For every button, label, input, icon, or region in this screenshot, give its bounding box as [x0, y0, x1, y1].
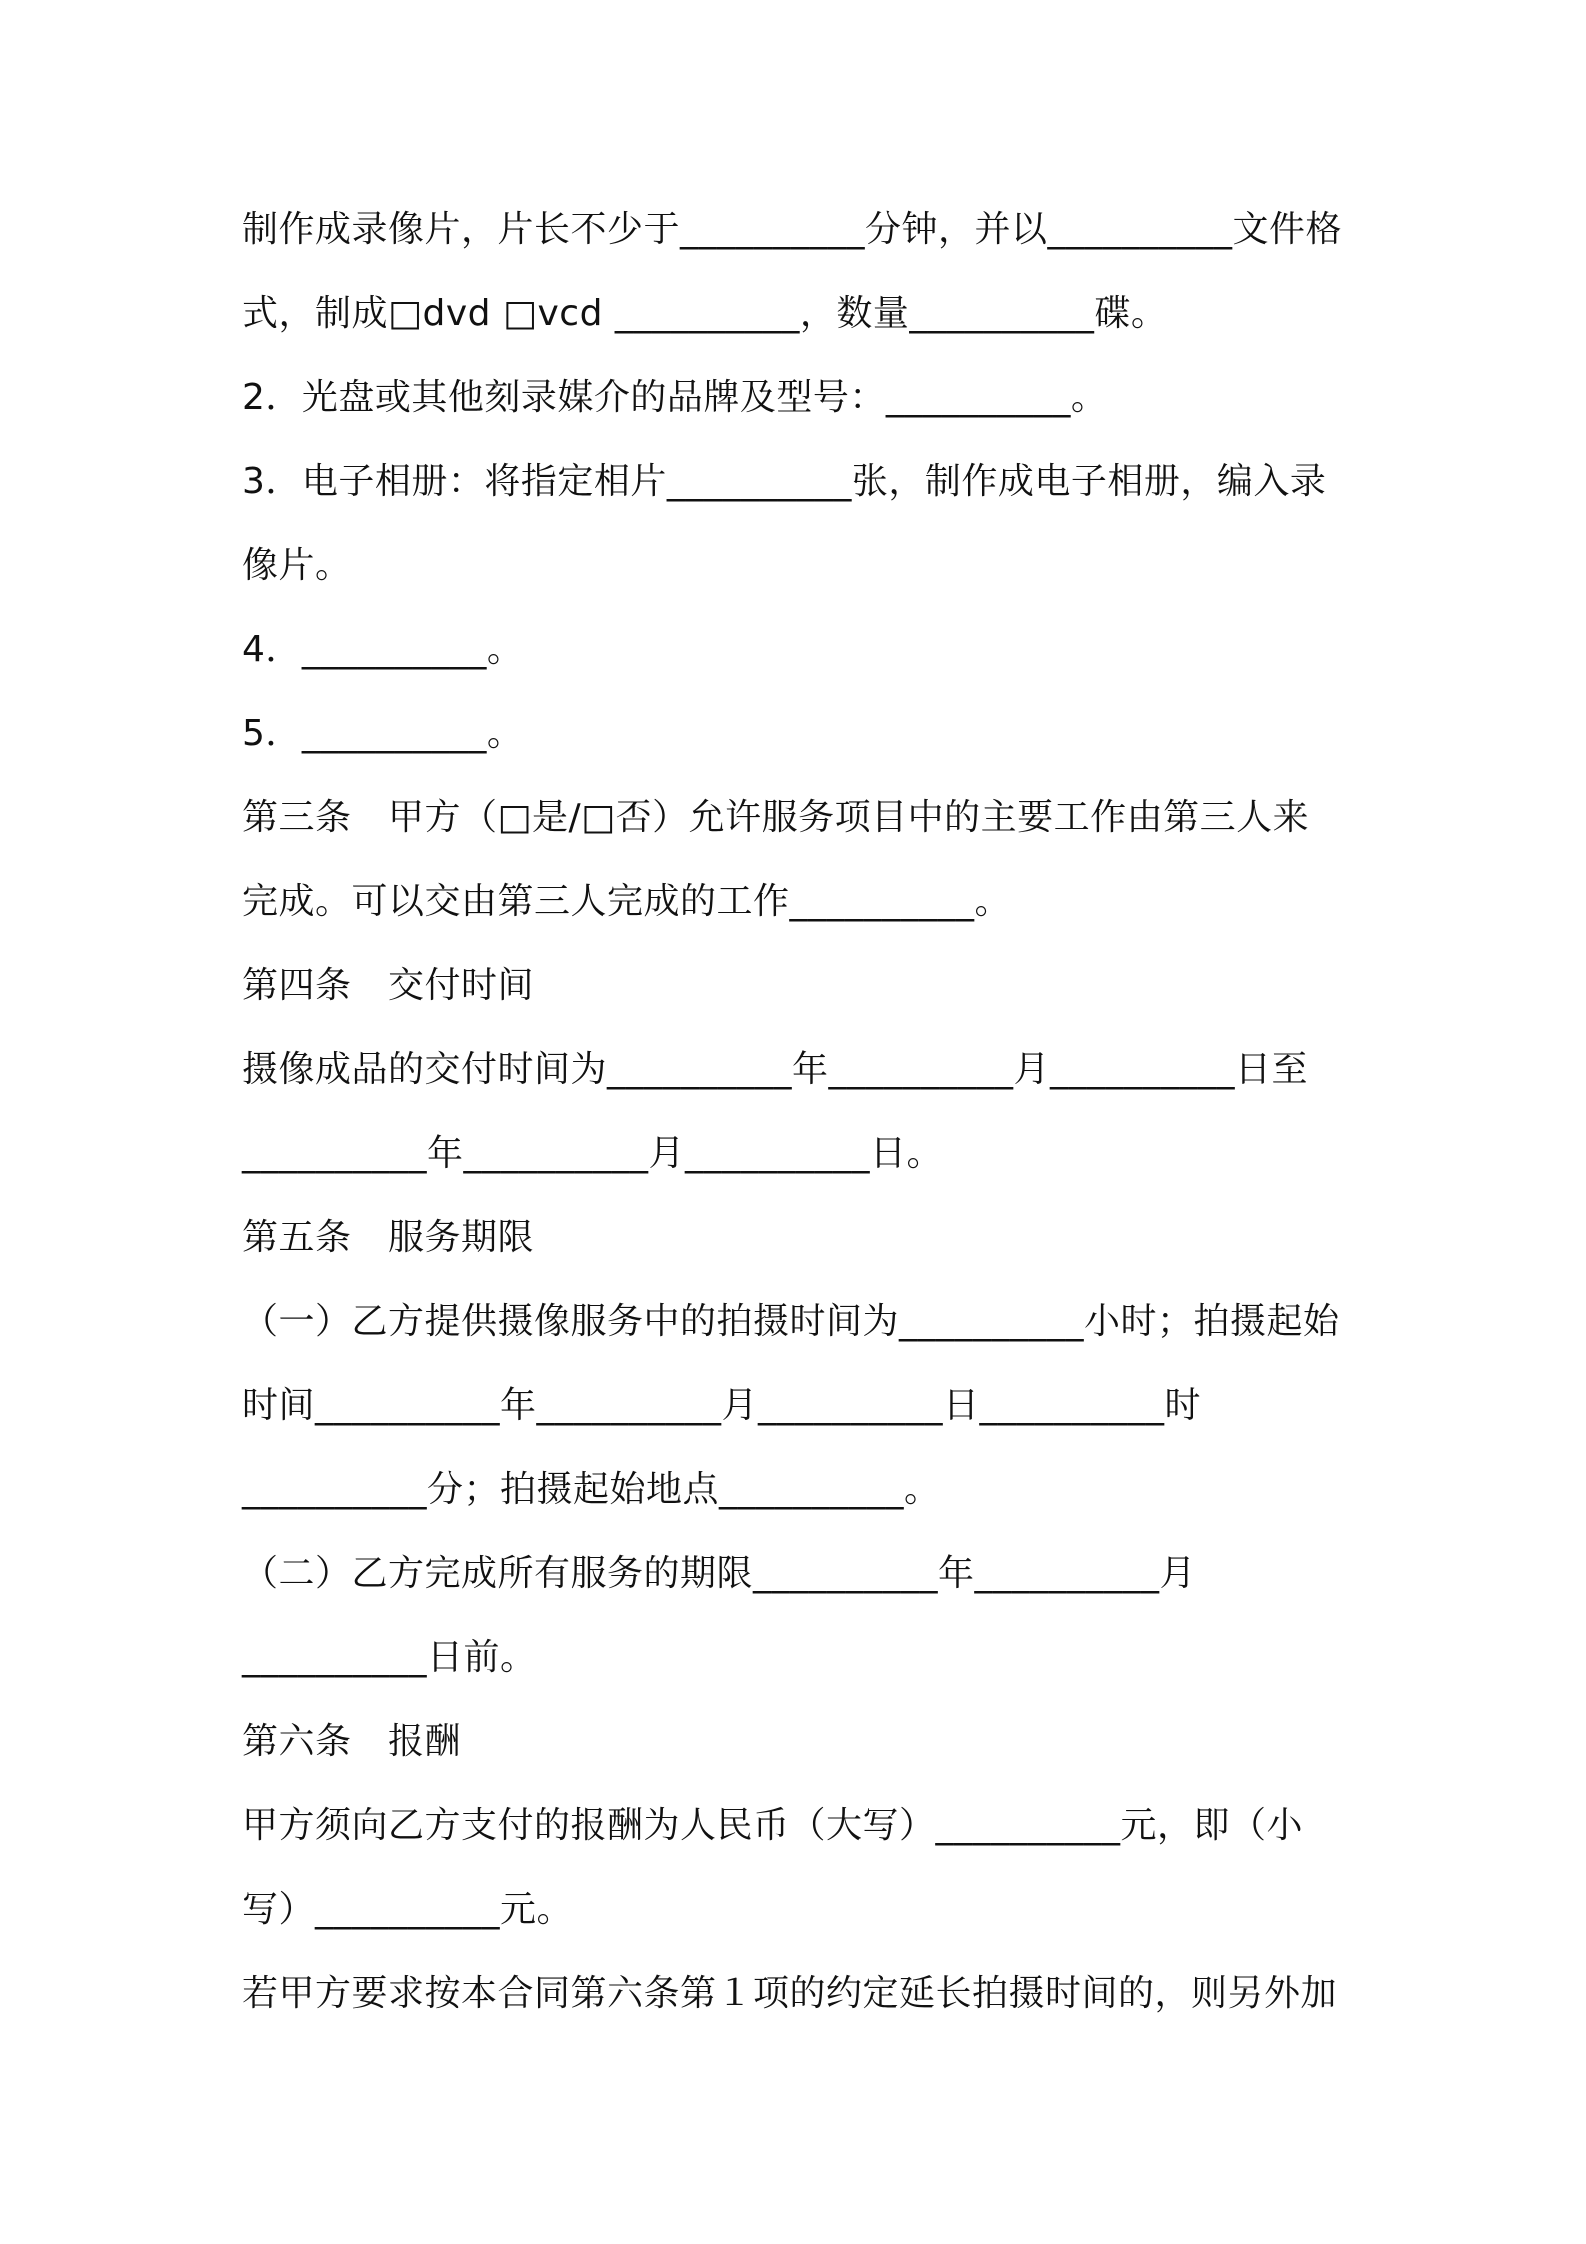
- section-heading: 第六条 报酬: [242, 1721, 462, 1762]
- text-line: 摄像成品的交付时间为__________年__________月__________日至: [242, 1049, 1309, 1090]
- text-line: 写）__________元。: [242, 1889, 574, 1930]
- text-line: 3．电子相册：将指定相片__________张，制作成电子相册，编入录: [242, 461, 1327, 502]
- text-line: 制作成录像片，片长不少于__________分钟，并以__________文件格: [242, 209, 1343, 250]
- text-line: 甲方须向乙方支付的报酬为人民币（大写）__________元，即（小: [242, 1805, 1304, 1846]
- text-line: 完成。可以交由第三人完成的工作__________。: [242, 881, 1012, 922]
- section-heading-line: 第三条 甲方（□是/□否）允许服务项目中的主要工作由第三人来: [242, 797, 1310, 838]
- text-line: __________日前。: [242, 1637, 537, 1678]
- text-line: 时间__________年__________月__________日__________时: [242, 1385, 1202, 1426]
- text-line: 若甲方要求按本合同第六条第１项的约定延长拍摄时间的，则另外加: [242, 1973, 1338, 2014]
- text-line: 像片。: [242, 545, 352, 586]
- text-line: 2．光盘或其他刻录媒介的品牌及型号：__________。: [242, 377, 1108, 418]
- text-line: （一）乙方提供摄像服务中的拍摄时间为__________小时；拍摄起始: [242, 1301, 1340, 1342]
- text-line: __________年__________月__________日。: [242, 1133, 943, 1174]
- section-heading: 第五条 服务期限: [242, 1217, 535, 1258]
- text-line: （二）乙方完成所有服务的期限__________年__________月: [242, 1553, 1197, 1594]
- text-line: 5．__________。: [242, 713, 524, 754]
- text-line: __________分；拍摄起始地点__________。: [242, 1469, 941, 1510]
- text-line: 式，制成□dvd □vcd __________，数量__________碟。: [242, 293, 1168, 334]
- section-heading: 第四条 交付时间: [242, 965, 535, 1006]
- text-line: 4．__________。: [242, 629, 524, 670]
